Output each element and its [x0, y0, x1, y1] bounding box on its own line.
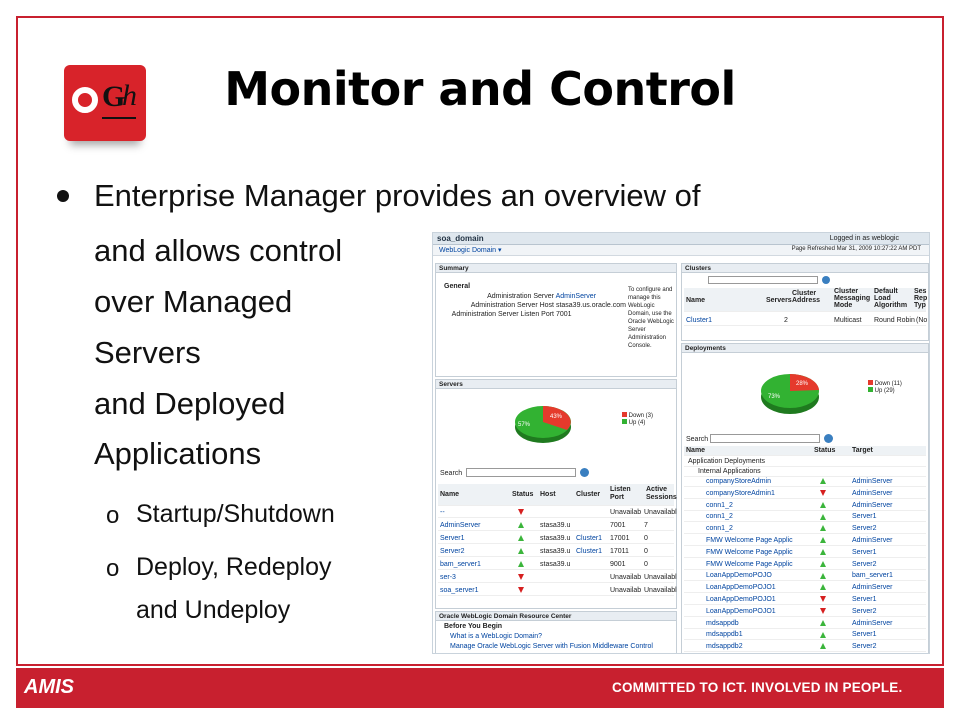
clusters-search-input[interactable] [708, 276, 818, 284]
legend-up-swatch [622, 419, 627, 424]
server-row[interactable] [438, 508, 677, 518]
status-up-icon [820, 630, 826, 640]
server-sessions: 7 [644, 522, 648, 529]
resource-link-1[interactable]: What is a WebLogic Domain? [450, 633, 543, 640]
summary-key: Administration Server Host [470, 302, 554, 309]
server-host: stasa39.u [540, 548, 571, 555]
deployment-row[interactable] [684, 619, 926, 629]
summary-note[interactable]: To configure and manage this WebLogic Domain, use the Oracle WebLogic Server Administration Console. [628, 287, 674, 349]
status-up-icon [820, 583, 826, 593]
em-header [433, 233, 929, 245]
deployment-name[interactable]: mdsappdb [706, 619, 739, 627]
summary-value: stasa39.us.oracle.com [555, 302, 626, 309]
deployment-row[interactable] [684, 583, 926, 593]
cluster-mode: Multicast [834, 317, 862, 324]
server-name[interactable]: soa_server1 [440, 587, 479, 594]
resource-panel [435, 611, 677, 654]
cluster-name[interactable]: Cluster1 [686, 317, 713, 324]
tree-folder-label[interactable]: Internal Applications [698, 468, 761, 475]
general-label: General [444, 283, 471, 290]
deployment-row[interactable] [684, 501, 926, 511]
server-sessions: 0 [644, 561, 648, 568]
server-row[interactable] [438, 560, 674, 570]
bullet-line-3: over Managed [94, 284, 293, 319]
status-down-icon [820, 595, 826, 605]
deployment-target[interactable]: Server2 [852, 607, 877, 615]
col-name[interactable]: Name [686, 447, 706, 454]
col-address[interactable]: Cluster Address [792, 290, 821, 304]
deployment-row[interactable] [684, 489, 926, 499]
before-you-begin: Before You Begin [444, 623, 503, 630]
deployment-row[interactable] [684, 595, 926, 605]
deployment-target[interactable]: AdminServer [852, 501, 893, 509]
pie-up-label: 73% [768, 394, 781, 400]
status-down-icon [518, 573, 524, 583]
status-up-icon [518, 534, 524, 544]
deployment-target[interactable]: Server2 [852, 643, 877, 651]
deployment-name[interactable]: conn1_2 [706, 501, 733, 509]
clusters-header: Clusters [682, 264, 928, 273]
status-up-icon [518, 547, 524, 557]
em-domain-title: soa_domain [437, 234, 484, 243]
deployment-target[interactable]: AdminServer [852, 619, 893, 627]
bullet-line-5: and Deployed [94, 386, 286, 421]
col-servers[interactable]: Servers [766, 297, 792, 304]
bullet-line-1: Enterprise Manager provides an overview of [94, 178, 701, 213]
servers-pie [512, 402, 574, 446]
legend-up: Up (4) [628, 420, 646, 426]
deployment-target[interactable]: Server1 [852, 631, 877, 639]
servers-legend [622, 412, 653, 426]
slide-title: Monitor and Control [224, 62, 736, 116]
deployments-panel [681, 343, 929, 654]
cluster-servers: 2 [784, 317, 788, 324]
server-sessions: 0 [644, 535, 648, 542]
summary-key: Administration Server [487, 293, 554, 300]
deployment-name[interactable]: LoanAppDemoPOJO [706, 572, 772, 580]
status-up-icon [820, 560, 826, 570]
tree-node[interactable] [684, 467, 926, 477]
deployment-target[interactable]: AdminServer [852, 489, 893, 497]
legend-up: Up (29) [874, 388, 895, 394]
deployment-target[interactable]: AdminServer [852, 584, 893, 592]
sub-bullet-1: Startup/Shutdown [136, 500, 335, 528]
deployment-row[interactable] [684, 512, 926, 522]
server-row[interactable] [438, 573, 677, 583]
col-host[interactable]: Host [540, 491, 556, 498]
server-port: Unavailab [610, 587, 642, 594]
servers-search-button[interactable] [580, 468, 589, 477]
deployment-name[interactable]: FMW Welcome Page Applic [706, 560, 793, 568]
status-up-icon [820, 512, 826, 522]
server-row[interactable] [438, 534, 674, 544]
deployments-pie [758, 370, 822, 416]
deployment-name[interactable]: LoanAppDemoPOJO1 [706, 596, 776, 603]
pie-down-label: 43% [550, 414, 563, 420]
deployment-target[interactable]: Server1 [852, 548, 877, 556]
deployment-target[interactable]: Server2 [852, 525, 877, 533]
server-name[interactable]: ser-3 [440, 574, 456, 581]
deployment-name[interactable]: companyStoreAdmin1 [706, 489, 775, 497]
bullet-line-6: Applications [94, 436, 262, 471]
col-mode[interactable]: Cluster Messaging Mode [834, 288, 871, 309]
summary-panel [435, 263, 677, 377]
cluster-row [684, 316, 926, 326]
server-sessions: Unavailabl [644, 509, 677, 516]
col-name[interactable]: Name [686, 297, 706, 304]
deployment-row[interactable] [684, 560, 926, 570]
server-port: 7001 [610, 522, 626, 529]
server-row[interactable] [438, 547, 674, 557]
legend-down-swatch [622, 412, 627, 417]
status-up-icon [820, 477, 826, 487]
summary-value: 7001 [555, 311, 572, 318]
status-up-icon [820, 571, 826, 581]
server-name[interactable]: Server2 [440, 548, 465, 555]
server-name[interactable]: -- [440, 509, 445, 516]
sub-bullet-2: Deploy, Redeploy [136, 553, 332, 581]
status-up-icon [820, 548, 826, 558]
server-sessions: Unavailabl [644, 574, 677, 581]
clusters-table-header [684, 288, 926, 312]
status-up-icon [820, 642, 826, 652]
col-sessions[interactable]: Active Sessions [646, 486, 677, 501]
status-up-icon [820, 501, 826, 511]
em-domain-menu[interactable]: WebLogic Domain ▾ [439, 247, 502, 254]
tree-node[interactable] [684, 457, 926, 467]
em-refreshed: Page Refreshed Mar 31, 2009 10:27:22 AM PDT [791, 246, 921, 252]
col-status[interactable]: Status [814, 447, 836, 454]
deployment-name[interactable]: FMW Welcome Page Applic [706, 548, 793, 556]
clusters-search-button[interactable] [822, 276, 830, 284]
servers-search-input[interactable] [466, 468, 576, 477]
server-sessions: 0 [644, 548, 648, 555]
sub-marker-2: o [106, 555, 120, 582]
em-screenshot [432, 232, 930, 654]
server-port: Unavailab [610, 574, 642, 581]
status-down-icon [820, 607, 826, 617]
cluster-algo: Round Robin [874, 317, 915, 324]
deployment-target[interactable]: AdminServer [852, 537, 893, 544]
summary-value[interactable]: AdminServer [555, 293, 597, 300]
deployments-legend [868, 380, 902, 394]
status-up-icon [518, 521, 524, 531]
sub-bullet-3: and Undeploy [136, 596, 291, 624]
server-name[interactable]: AdminServer [440, 522, 481, 529]
deployment-row[interactable] [684, 642, 926, 652]
summary-header: Summary [436, 264, 676, 273]
server-row[interactable] [438, 521, 674, 531]
status-up-icon [820, 536, 826, 546]
status-up-icon [820, 619, 826, 629]
cluster-rep: (No [916, 317, 928, 324]
col-name[interactable]: Name [440, 491, 460, 498]
deployment-name[interactable]: conn1_2 [706, 525, 733, 533]
servers-panel [435, 379, 677, 609]
deployment-name[interactable]: mdsappdb1 [706, 631, 743, 639]
server-cluster[interactable]: Cluster1 [576, 548, 603, 555]
servers-header: Servers [436, 380, 676, 389]
server-sessions: Unavailabl [644, 587, 677, 594]
deployment-name[interactable]: companyStoreAdmin [706, 478, 771, 485]
servers-table-header [438, 484, 677, 506]
bullet-line-4: Servers [94, 335, 201, 370]
col-cluster[interactable]: Cluster [576, 491, 601, 498]
em-subbar [433, 245, 929, 256]
server-host: stasa39.u [540, 561, 571, 568]
deployments-search-label: Search [686, 436, 709, 443]
deployments-search-input[interactable] [710, 434, 820, 443]
logo-g: G [102, 80, 126, 113]
deployment-name[interactable]: conn1_2 [706, 513, 733, 521]
deployment-target[interactable]: bam_server1 [852, 572, 893, 580]
deployment-target[interactable]: Server1 [852, 596, 877, 603]
deployment-row[interactable] [684, 571, 926, 581]
legend-down-swatch [868, 380, 873, 385]
server-name[interactable]: Server1 [440, 535, 465, 542]
bullet-line-2: and allows control [94, 233, 343, 268]
status-up-icon [518, 560, 524, 570]
logo-h: h [122, 79, 137, 112]
col-port[interactable]: Listen Port [610, 486, 631, 501]
deployments-table-header [684, 446, 926, 456]
sub-marker-1: o [106, 502, 120, 529]
server-port: 9001 [610, 561, 626, 568]
em-logged-in: Logged in as weblogic [829, 235, 899, 242]
deployment-row[interactable] [684, 536, 926, 546]
deployment-name[interactable]: mdsappdb2 [706, 643, 743, 651]
deployments-search-button[interactable] [824, 434, 833, 443]
summary-key: Administration Server Listen Port [451, 311, 554, 318]
status-down-icon [518, 586, 524, 596]
col-status[interactable]: Status [512, 491, 534, 498]
deployment-name[interactable]: FMW Welcome Page Applic [706, 537, 793, 544]
servers-search-label: Search [440, 470, 463, 477]
pie-down-label: 28% [796, 381, 809, 387]
server-name[interactable]: bam_server1 [440, 561, 481, 568]
deployment-name[interactable]: LoanAppDemoPOJO1 [706, 607, 776, 615]
pie-up-label: 57% [518, 422, 531, 428]
server-port: 17001 [610, 535, 630, 542]
deployment-row[interactable] [684, 548, 926, 558]
deployment-name[interactable]: LoanAppDemoPOJO1 [706, 584, 776, 592]
status-up-icon [820, 524, 826, 534]
legend-down: Down (3) [628, 413, 654, 419]
tree-folder-label[interactable]: Application Deployments [688, 458, 766, 465]
col-rep[interactable]: Ses Rep Typ [914, 288, 928, 309]
logo-underline [102, 117, 136, 119]
deployments-header: Deployments [682, 344, 928, 353]
amis-logo: AMIS [24, 676, 74, 698]
status-down-icon [518, 508, 524, 518]
server-host: stasa39.u [540, 522, 571, 529]
resource-link-2[interactable]: Manage Oracle WebLogic Server with Fusion Middleware Control [450, 643, 653, 650]
server-port: Unavailab [610, 509, 642, 516]
deployment-target[interactable]: AdminServer [852, 478, 893, 485]
deployment-row[interactable] [684, 607, 926, 617]
server-port: 17011 [610, 548, 629, 555]
deployment-row[interactable] [684, 630, 926, 640]
deployment-target[interactable]: Server1 [852, 513, 877, 521]
clusters-panel [681, 263, 929, 341]
status-down-icon [820, 489, 826, 499]
server-host: stasa39.u [540, 535, 571, 542]
deployment-row[interactable] [684, 477, 926, 487]
resource-header: Oracle WebLogic Domain Resource Center [436, 612, 676, 621]
server-row[interactable] [438, 586, 677, 596]
server-cluster[interactable]: Cluster1 [576, 535, 603, 542]
col-algorithm[interactable]: Default Load Algorithm [874, 288, 908, 309]
legend-up-swatch [868, 387, 873, 392]
bullet-dot [57, 190, 69, 202]
deployment-row[interactable] [684, 524, 926, 534]
footer-slogan: COMMITTED TO ICT. INVOLVED IN PEOPLE. [612, 680, 903, 695]
legend-down: Down (11) [874, 381, 902, 387]
col-target[interactable]: Target [852, 447, 873, 454]
deployment-target[interactable]: Server2 [852, 560, 877, 568]
